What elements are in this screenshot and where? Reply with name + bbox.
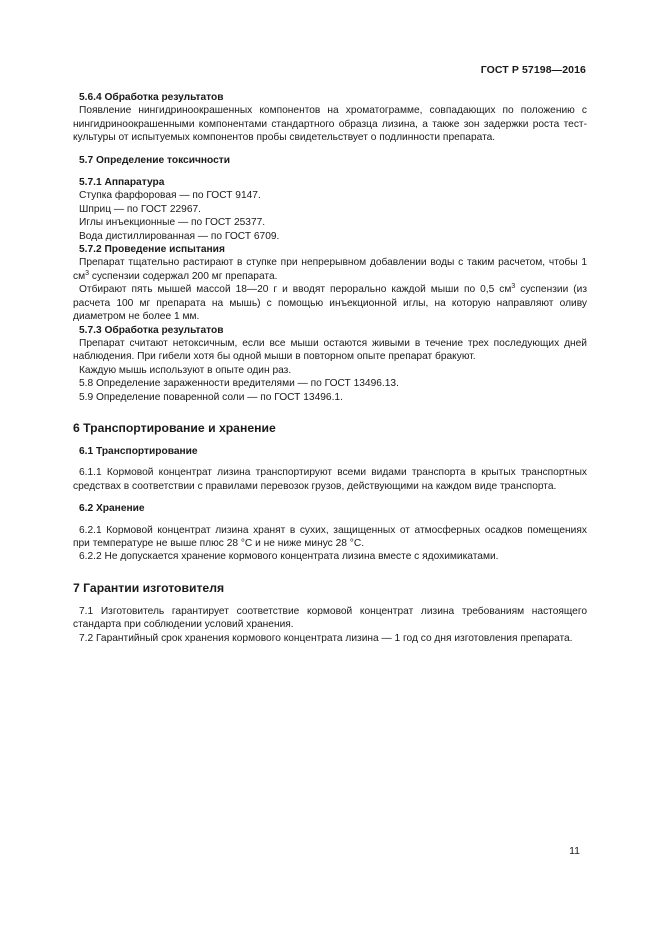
equipment-item: Ступка фарфоровая — по ГОСТ 9147. xyxy=(79,190,261,202)
paragraph-5-9: 5.9 Определение поваренной соли — по ГОСТ 13496.1. xyxy=(79,391,343,403)
equipment-item: Вода дистиллированная — по ГОСТ 6709. xyxy=(79,230,280,242)
heading-5-7-1: 5.7.1 Аппаратура xyxy=(79,177,165,189)
paragraph-5-7-3-note: Каждую мышь используют в опыте один раз. xyxy=(79,364,292,376)
paragraph-5-7-3: Препарат считают нетоксичным, если все мыши остаются живыми в течение трех последующих дней наблюдения. При гибели хотя бы одной мыши в повторном опыте препарат бракуют. xyxy=(73,337,587,363)
equipment-item: Шприц — по ГОСТ 22967. xyxy=(79,203,202,215)
paragraph-5-7-2-preparation xyxy=(73,256,587,283)
paragraph-7-2: 7.2 Гарантийный срок хранения кормового концентрата лизина — 1 год со дня изготовления препарата. xyxy=(79,632,573,644)
paragraph-5-7-2-mice xyxy=(73,283,587,323)
heading-6-1: 6.1 Транспортирование xyxy=(79,445,198,457)
paragraph-7-1: 7.1 Изготовитель гарантирует соответствие кормовой концентрат лизина требованиям настоящего стандарта при соблюдении условий хранения. xyxy=(73,605,587,631)
heading-5-7-2: 5.7.2 Проведение испытания xyxy=(79,244,225,256)
equipment-item: Иглы инъекционные — по ГОСТ 25377. xyxy=(79,217,266,229)
heading-6-2: 6.2 Хранение xyxy=(79,503,145,515)
section-6-title: 6 Транспортирование и хранение xyxy=(73,420,276,435)
page-number: 11 xyxy=(569,845,580,857)
heading-5-7: 5.7 Определение токсичности xyxy=(79,154,231,166)
text-segment: суспензии (из расчета 100 мг препарата на мышь) с помощью инъекционной иглы, на которую направляют оливу диаметром не более 1 мм. xyxy=(73,284,587,323)
paragraph-6-2-1: 6.2.1 Кормовой концентрат лизина хранят в сухих, защищенных от атмосферных осадков помещениях при температуре не выше плюс 28 °C и не ниже минус 28 °C. xyxy=(73,524,587,549)
document-code: ГОСТ Р 57198—2016 xyxy=(480,64,586,76)
superscript: 3 xyxy=(511,283,516,291)
paragraph-5-6-4: Появление нингидриноокрашенных компонентов на хроматограмме, совпадающих по положению с нингидриноокрашенными компонентами стандартного образца лизина, а также зон задержки роста тест-культуры от испытуемых компонентов пробы свидетельствует о подлинности препарата. xyxy=(73,105,587,144)
paragraph-6-1-1: 6.1.1 Кормовой концентрат лизина транспортируют всеми видами транспорта в крытых транспортных средствах в соответствии с правилами перевозок грузов, действующими на каждом виде транспорта. xyxy=(73,467,587,492)
paragraph-5-8: 5.8 Определение зараженности вредителями — по ГОСТ 13496.13. xyxy=(79,378,399,390)
page-content xyxy=(73,91,587,645)
heading-5-7-3: 5.7.3 Обработка результатов xyxy=(79,324,224,336)
text-segment: суспензии содержал 200 мг препарата. xyxy=(89,270,278,282)
paragraph-6-2-2: 6.2.2 Не допускается хранение кормового концентрата лизина вместе с ядохимикатами. xyxy=(79,551,499,563)
text-segment: Препарат тщательно растирают в ступке при непрерывном добавлении воды с таким расчетом, чтобы 1 см xyxy=(73,257,587,282)
superscript: 3 xyxy=(85,269,90,277)
heading-5-6-4: 5.6.4 Обработка результатов xyxy=(79,92,224,103)
section-7-title: 7 Гарантии изготовителя xyxy=(73,580,225,595)
text-segment: Отбирают пять мышей массой 18—20 г и вводят перорально каждой мыши по 0,5 см xyxy=(79,284,512,296)
